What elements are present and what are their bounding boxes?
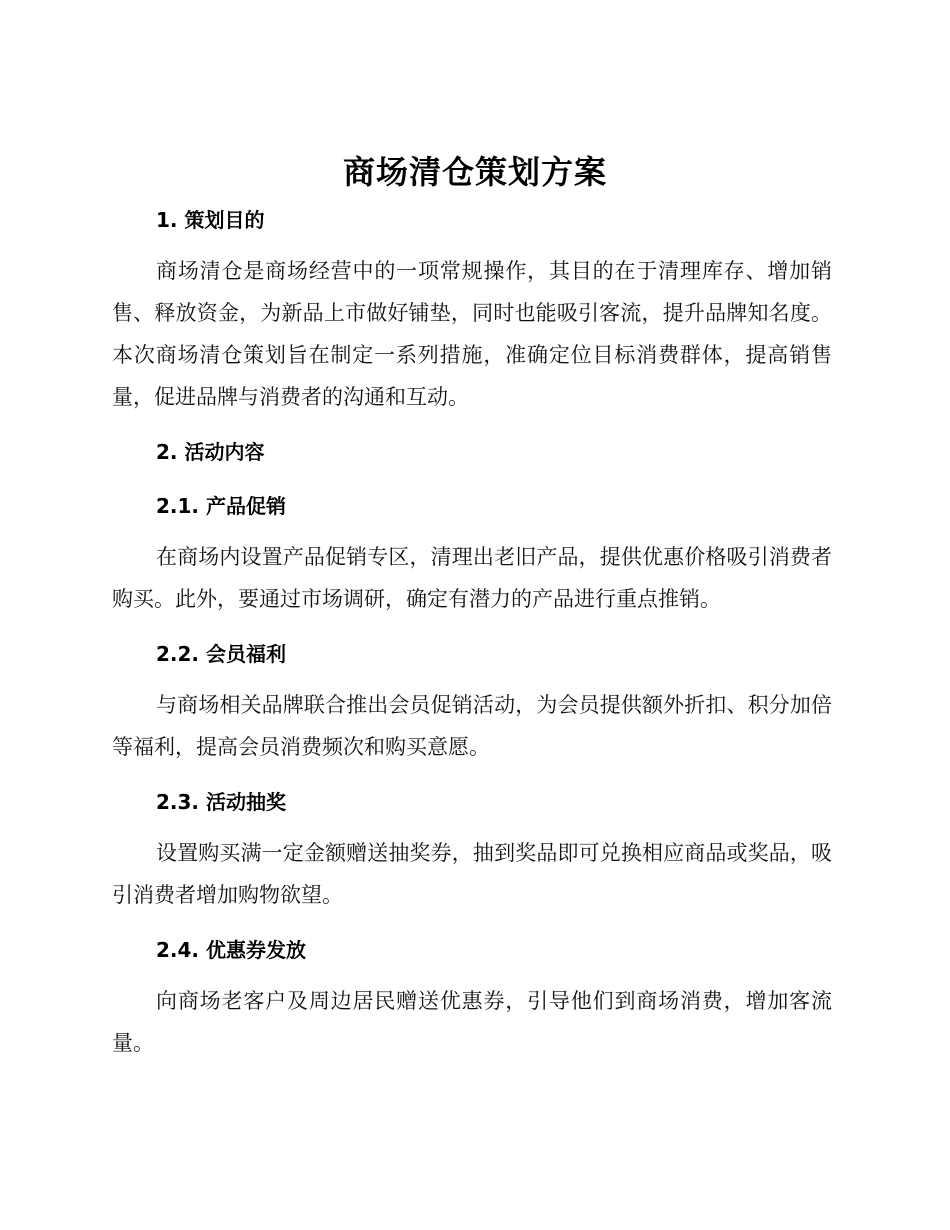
section-heading-member-benefits: 2.2. 会员福利 (156, 642, 286, 666)
section-heading-activities: 2. 活动内容 (156, 440, 265, 464)
section-paragraph-product-promotion: 在商场内设置产品促销专区，清理出老旧产品，提供优惠价格吸引消费者购买。此外，要通过市场调研，确定有潜力的产品进行重点推销。 (112, 545, 832, 611)
section-heading-coupons: 2.4. 优惠券发放 (156, 938, 306, 962)
section-heading-purpose: 1. 策划目的 (156, 208, 265, 232)
section-paragraph-member-benefits: 与商场相关品牌联合推出会员促销活动，为会员提供额外折扣、积分加倍等福利，提高会员消费频次和购买意愿。 (112, 693, 832, 759)
document-title: 商场清仓策划方案 (342, 153, 607, 191)
section-paragraph-purpose: 商场清仓是商场经营中的一项常规操作，其目的在于清理库存、增加销售、释放资金，为新品上市做好铺垫，同时也能吸引客流，提升品牌知名度。本次商场清仓策划旨在制定一系列措施，准确定位目标消费群体，提高销售量，促进品牌与消费者的沟通和互动。 (112, 259, 832, 409)
section-paragraph-coupons: 向商场老客户及周边居民赠送优惠券，引导他们到商场消费，增加客流量。 (112, 989, 832, 1055)
document-body (112, 200, 832, 1064)
section-heading-lottery: 2.3. 活动抽奖 (156, 790, 286, 814)
section-paragraph-lottery: 设置购买满一定金额赠送抽奖券，抽到奖品即可兑换相应商品或奖品，吸引消费者增加购物欲望。 (112, 841, 832, 907)
section-heading-product-promotion: 2.1. 产品促销 (156, 494, 286, 518)
